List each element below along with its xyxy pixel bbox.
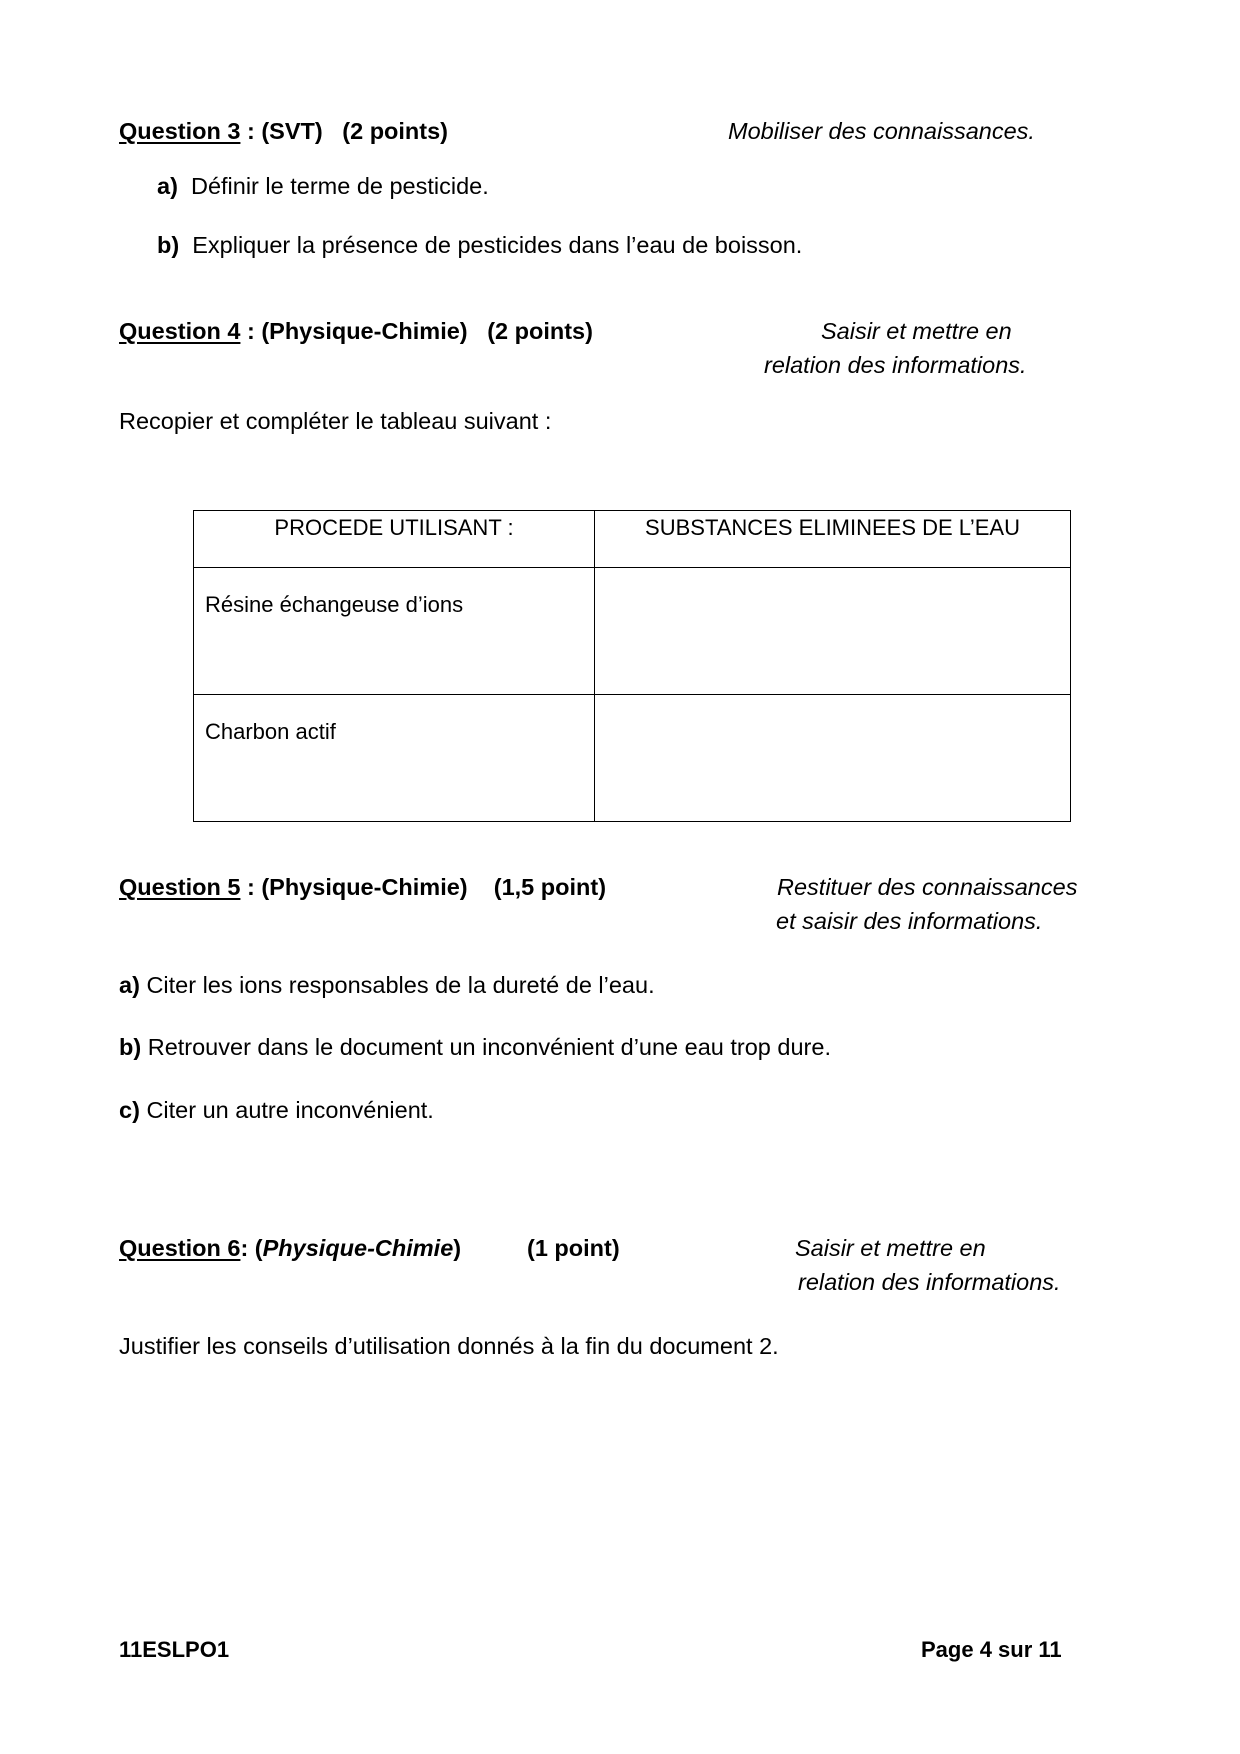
- q3-item-a: a) Définir le terme de pesticide.: [157, 173, 489, 199]
- q5-item-c: c) Citer un autre inconvénient.: [119, 1097, 434, 1123]
- q3-meta: (SVT) (2 points): [261, 118, 449, 144]
- q3-item-b: b) Expliquer la présence de pesticides dans l’eau de boisson.: [157, 232, 803, 258]
- footer-page-number: Page 4 sur 11: [921, 1637, 1062, 1662]
- q6-points: (1 point): [527, 1235, 620, 1261]
- table-header-cell: PROCEDE UTILISANT :: [194, 511, 595, 568]
- table-cell-substances: [595, 568, 1071, 695]
- table-cell-process: Charbon actif: [194, 695, 595, 822]
- table-cell-process: Résine échangeuse d’ions: [194, 568, 595, 695]
- q6-skill-line1: Saisir et mettre en: [795, 1235, 986, 1261]
- q5-heading: Question 5 : (Physique-Chimie) (1,5 point): [119, 874, 607, 900]
- q5-skill-line1: Restituer des connaissances: [777, 874, 1078, 900]
- q6-meta: Physique-Chimie: [262, 1235, 454, 1261]
- q5-item-b: b) Retrouver dans le document un inconvénient d’une eau trop dure.: [119, 1034, 831, 1060]
- q4-skill-line1: Saisir et mettre en: [821, 318, 1012, 344]
- q4-meta: (Physique-Chimie) (2 points): [261, 318, 593, 344]
- table-cell-substances: [595, 695, 1071, 822]
- table-header-cell: SUBSTANCES ELIMINEES DE L’EAU: [595, 511, 1071, 568]
- q4-table: [193, 510, 1071, 822]
- q4-heading: Question 4 : (Physique-Chimie) (2 points): [119, 318, 593, 344]
- table-row: [194, 695, 1071, 822]
- q4-skill-line2: relation des informations.: [764, 352, 1027, 378]
- table-row: [194, 568, 1071, 695]
- q4-label: Question 4: [119, 318, 241, 344]
- q3-skill: Mobiliser des connaissances.: [728, 118, 1035, 144]
- q5-label: Question 5: [119, 874, 241, 900]
- table-header-row: [194, 511, 1071, 568]
- q3-heading: Question 3 : (SVT) (2 points): [119, 118, 449, 144]
- q4-instruction: Recopier et compléter le tableau suivant :: [119, 408, 552, 434]
- q3-label: Question 3: [119, 118, 241, 144]
- q5-skill-line2: et saisir des informations.: [776, 908, 1043, 934]
- q6-heading: Question 6: (Physique-Chimie): [119, 1235, 462, 1261]
- q5-item-a: a) Citer les ions responsables de la dureté de l’eau.: [119, 972, 655, 998]
- q5-meta: (Physique-Chimie) (1,5 point): [261, 874, 607, 900]
- q6-skill-line2: relation des informations.: [798, 1269, 1061, 1295]
- q6-instruction: Justifier les conseils d’utilisation donnés à la fin du document 2.: [119, 1333, 779, 1359]
- q6-label: Question 6: [119, 1235, 241, 1261]
- footer-code: 11ESLPO1: [119, 1637, 230, 1662]
